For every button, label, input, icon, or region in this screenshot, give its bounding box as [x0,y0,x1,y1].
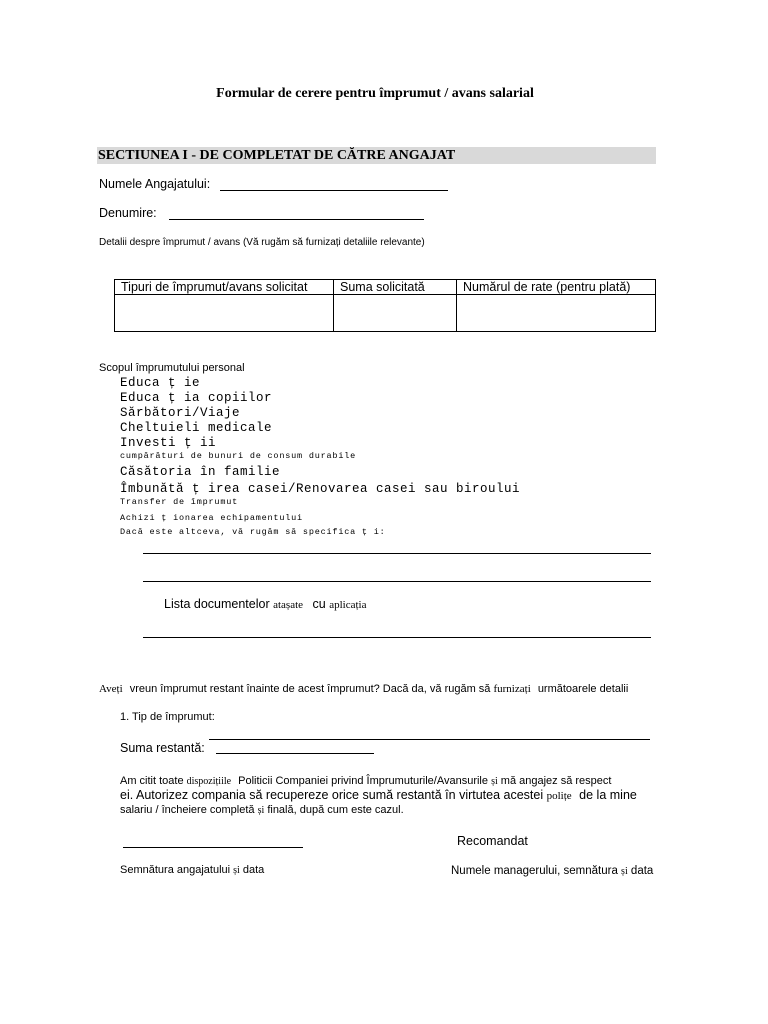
signature-text: și [621,866,628,877]
outstanding-question [99,683,628,695]
documents-with: cu [312,597,326,611]
signature-text: și [233,865,240,876]
declaration-text: polițe [546,790,572,802]
declaration-text: dispozițiile [186,776,232,787]
column-header: Suma solicitată [334,280,457,295]
declaration-text: Politicii Companiei privind Împrumuturile/Avansurile [238,775,488,787]
employee-name-input[interactable] [220,190,448,191]
purpose-item[interactable]: Dacă este altceva, vă rugăm să specifica ț i: [120,527,386,537]
loan-table [114,279,656,332]
purpose-item[interactable]: Căsătoria în familie [120,465,281,479]
purpose-item[interactable]: Educa ț ia copiilor [120,391,273,405]
documents-row [164,597,366,611]
declaration-text: ei. Autorizez compania să recupereze orice sumă restantă în virtutea acestei [120,788,544,802]
purpose-item[interactable]: Achizi ț ionarea echipamentului [120,513,303,523]
employee-name-row [99,177,210,191]
signature-text: Semnătura angajatului [120,864,231,876]
manager-signature-label [451,865,653,877]
employee-name-label: Numele Angajatului: [99,177,211,191]
declaration-text: și [491,776,498,787]
purpose-item[interactable]: Îmbunătă ț irea casei/Renovarea casei sau biroului [120,482,521,496]
outstanding-q-part2: vreun împrumut restant înainte de acest împrumut? Dacă da, vă rugăm să [129,683,491,695]
loan-details-row [99,237,425,248]
outstanding-q-part3: furnizați [493,683,531,695]
outstanding-q-part4: următoarele detalii [537,683,629,695]
purpose-item[interactable]: Educa ț ie [120,376,201,390]
table-header-row [115,280,656,295]
other-purpose-input-2[interactable] [143,581,651,582]
signature-text: Numele managerului, semnătura [451,865,618,877]
purpose-item[interactable]: Transfer de împrumut [120,497,239,507]
purpose-item[interactable]: Sărbători/Viaje [120,406,241,420]
column-header: Numărul de rate (pentru plată) [457,280,656,295]
loan-details-label: Detalii despre împrumut / avans (Vă rugăm să furnizați detaliile relevante) [99,237,425,248]
form-title: Formular de cerere pentru împrumut / avans salarial [216,86,534,101]
installments-cell[interactable] [457,295,656,332]
declaration-line-1 [120,775,611,787]
declaration-line-3 [120,804,404,816]
declaration-text: mă angajez să respect [500,775,612,787]
purpose-label: Scopul împrumutului personal [99,362,245,374]
purpose-item[interactable]: Investi ț ii [120,436,217,450]
declaration-line-2 [120,788,637,802]
outstanding-amount-label: Suma restantă: [120,741,205,755]
purpose-row [99,362,245,374]
employee-signature-label [120,864,264,876]
loan-type-label: 1. Tip de împrumut: [120,711,215,723]
declaration-text: salariu / încheiere completă [120,804,255,816]
purpose-item[interactable]: cumpărături de bunuri de consum durabile [120,451,357,461]
documents-application: aplicația [329,599,367,611]
loan-type-input[interactable] [209,739,650,740]
amount-cell[interactable] [334,295,457,332]
other-purpose-input-1[interactable] [143,553,651,554]
column-header: Tipuri de împrumut/avans solicitat [115,280,334,295]
declaration-text: Am citit toate [120,775,184,787]
documents-input[interactable] [143,637,651,638]
purpose-item[interactable]: Cheltuieli medicale [120,421,273,435]
section-heading: SECTIUNEA I - DE COMPLETAT DE CĂTRE ANGAJAT [97,147,656,164]
documents-attached: atașate [273,599,304,611]
declaration-text: și [257,805,265,816]
outstanding-amount-input[interactable] [216,753,374,754]
designation-row [99,206,157,220]
employee-signature-input[interactable] [123,847,303,848]
designation-input[interactable] [169,219,424,220]
table-row [115,295,656,332]
declaration-text: finală, după cum este cazul. [267,804,404,816]
documents-label: Lista documentelor [164,597,270,611]
outstanding-q-part1: Aveți [99,683,123,695]
designation-label: Denumire: [99,206,157,220]
signature-text: data [242,864,265,876]
loan-type-cell[interactable] [115,295,334,332]
declaration-text: de la mine [579,788,637,802]
recommended-label: Recomandat [457,834,528,848]
signature-text: data [630,865,654,877]
